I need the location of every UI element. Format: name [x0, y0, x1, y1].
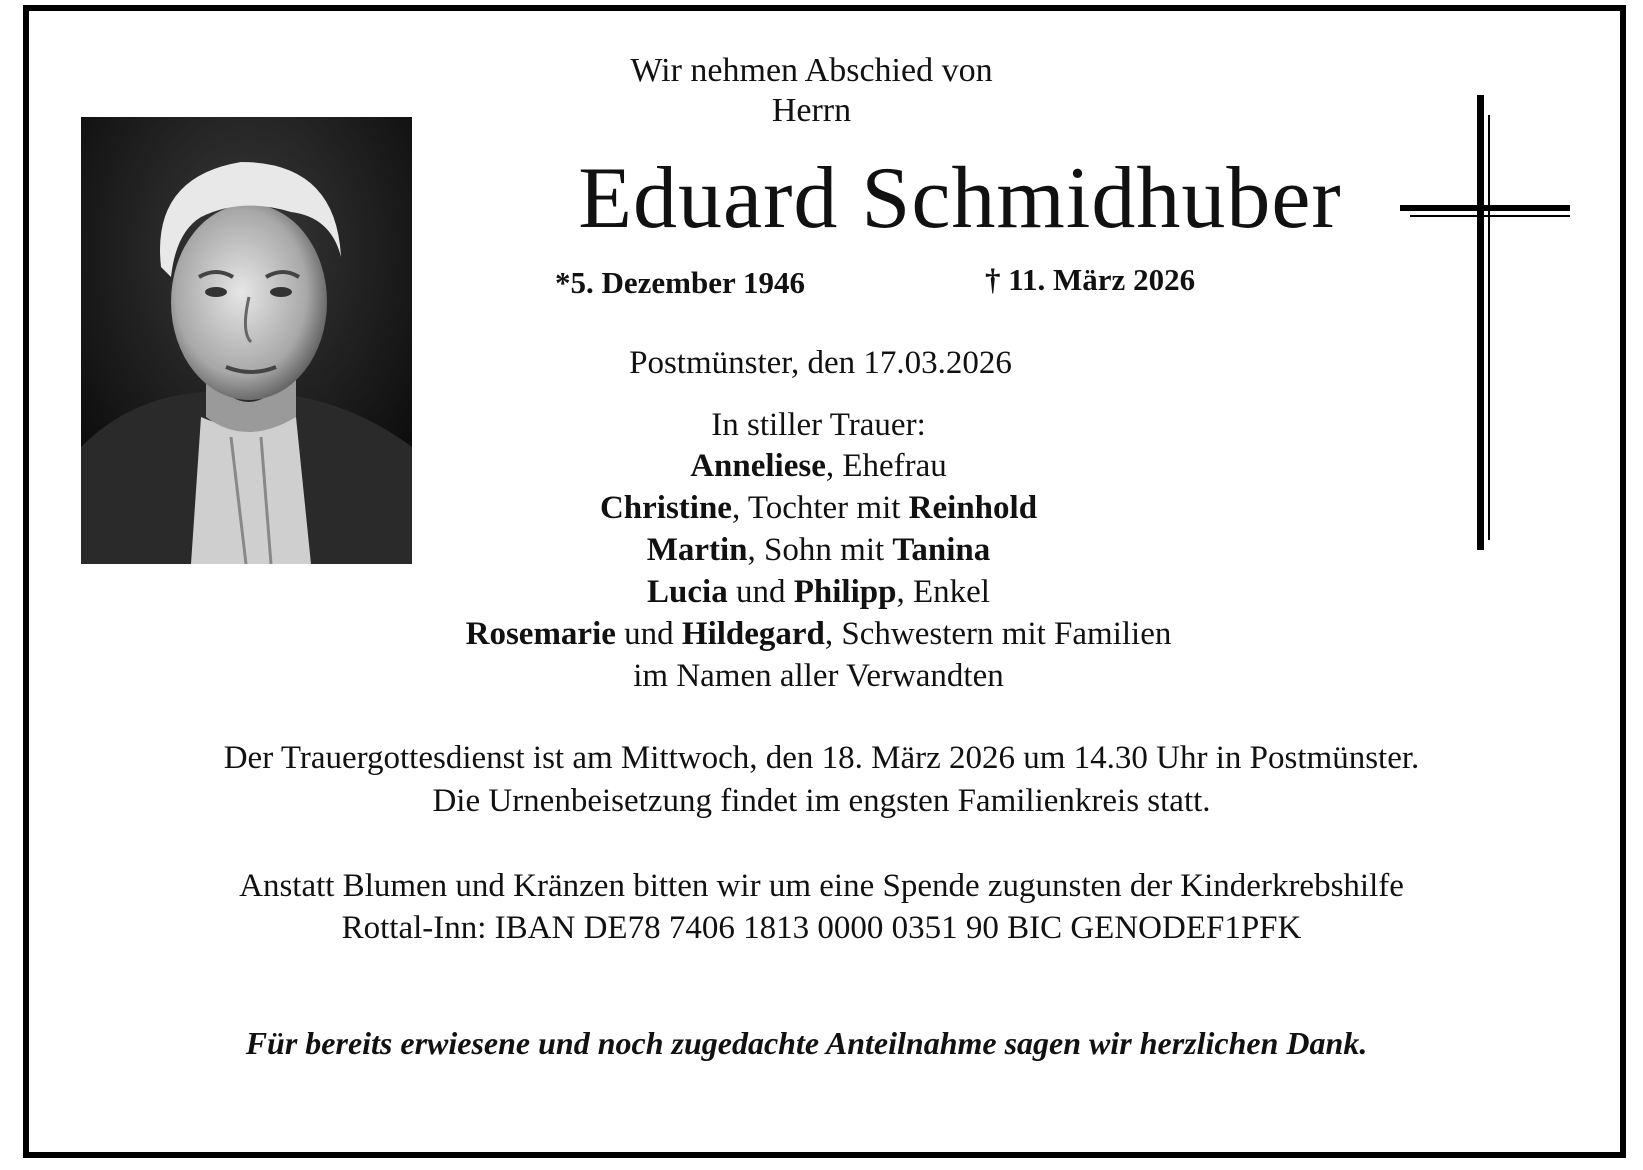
service-info: Der Trauergottesdienst ist am Mittwoch, den 18. März 2026 um 14.30 Uhr in Postmünster.	[223, 740, 1420, 776]
mourners-closing: im Namen aller Verwandten	[633, 658, 1004, 694]
mourner-name: Rosemarie	[465, 616, 616, 652]
mourner-connector: und	[727, 574, 794, 610]
mourner-line	[0, 574, 1640, 611]
burial-info: Die Urnenbeisetzung findet im engsten Familienkreis statt.	[432, 783, 1211, 819]
mourners-intro: In stiller Trauer:	[711, 407, 926, 443]
mourner-name: Hildegard	[681, 616, 825, 652]
mourner-relation: , Schwestern mit Familien	[824, 616, 1172, 652]
mourner-relation: , Sohn mit	[747, 532, 893, 568]
intro-salutation: Herrn	[771, 92, 852, 129]
birth-date: *5. Dezember 1946	[555, 265, 805, 300]
mourner-connector: und	[615, 616, 682, 652]
mourner-name: Philipp	[793, 574, 897, 610]
deceased-name: Eduard Schmidhuber	[578, 150, 1342, 247]
donation-info: Anstatt Blumen und Kränzen bitten wir um eine Spende zugunsten der Kinderkrebshilfe	[239, 868, 1404, 904]
bank-details: Rottal-Inn: IBAN DE78 7406 1813 0000 0351 90 BIC GENODEF1PFK	[341, 910, 1302, 946]
mourner-line	[0, 490, 1640, 527]
mourner-name: Lucia	[647, 574, 728, 610]
mourner-line	[0, 616, 1640, 653]
thanks-line: Für bereits erwiesene und noch zugedachte Anteilnahme sagen wir herzlichen Dank.	[245, 1025, 1368, 1061]
mourner-name: Reinhold	[908, 490, 1038, 526]
place-date: Postmünster, den 17.03.2026	[629, 345, 1012, 381]
mourner-relation: , Tochter mit	[731, 490, 909, 526]
mourner-relation: , Enkel	[896, 574, 990, 610]
mourner-name: Anneliese	[690, 448, 826, 484]
mourner-name: Martin	[646, 532, 748, 568]
mourner-relation: , Ehefrau	[825, 448, 947, 484]
mourner-line	[0, 448, 1640, 485]
death-date: † 11. März 2026	[985, 262, 1196, 297]
mourner-name: Christine	[599, 490, 732, 526]
intro-line: Wir nehmen Abschied von	[630, 52, 993, 89]
mourner-line	[0, 532, 1640, 569]
mourner-name: Tanina	[892, 532, 991, 568]
